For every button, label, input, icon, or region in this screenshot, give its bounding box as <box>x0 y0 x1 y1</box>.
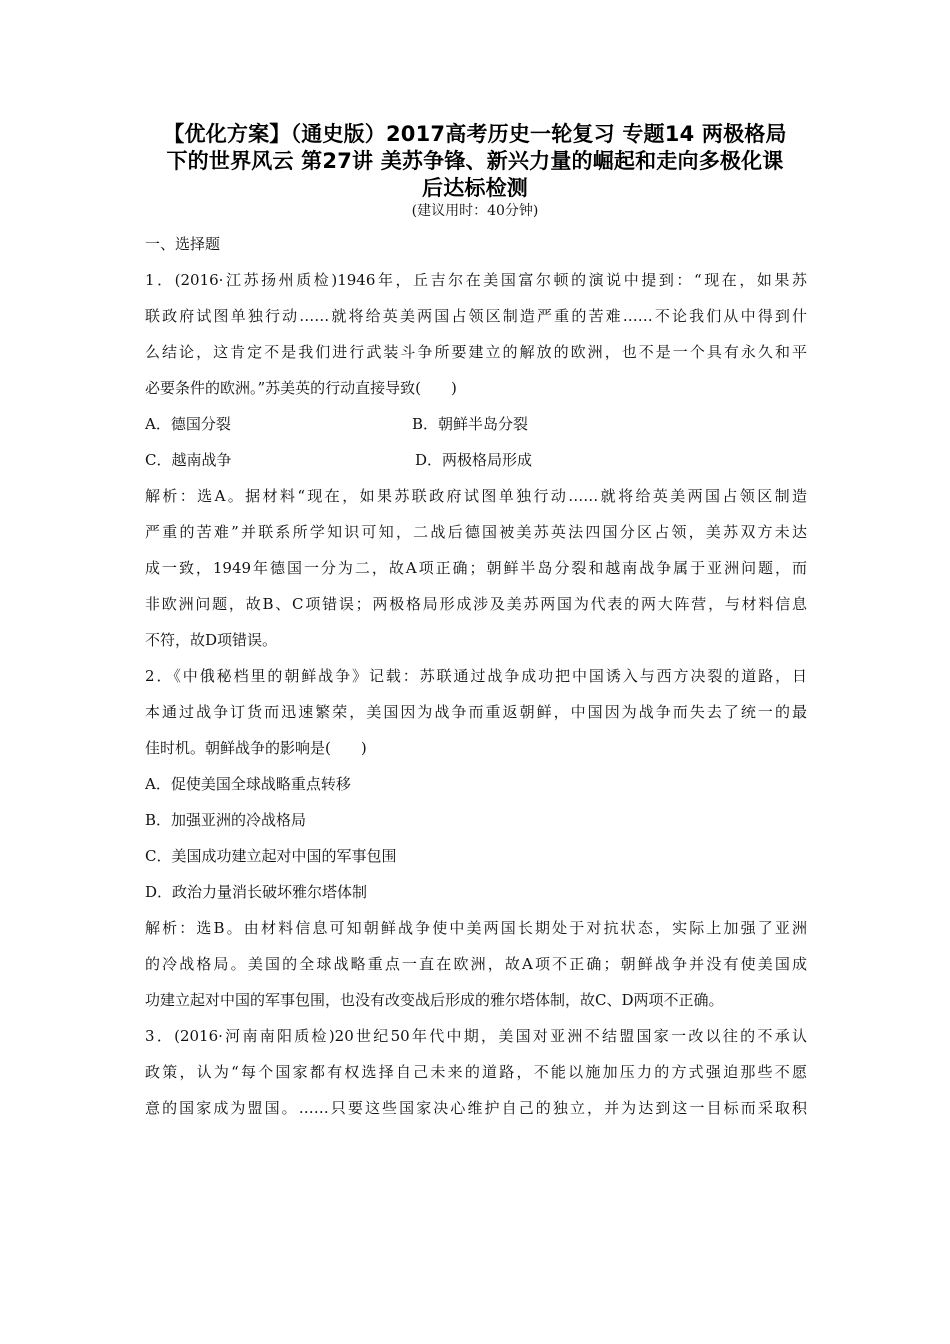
question-text-line: 必要条件的欧洲。”苏美英的行动直接导致( ) <box>145 379 457 397</box>
question-text-line: 么结论，这肯定不是我们进行武装斗争所要建立的解放的欧洲，也不是一个具有永久和平 <box>145 343 807 361</box>
question-text-line: 2．《中俄秘档里的朝鲜战争》记载：苏联通过战争成功把中国诱入与西方决裂的道路，日 <box>145 667 807 685</box>
question-text-line: 3．(2016·河南南阳质检)20世纪50年代中期，美国对亚洲不结盟国家一改以往的不承认 <box>145 1027 807 1045</box>
option-c: C．越南战争 <box>145 451 232 469</box>
option-row <box>145 442 807 478</box>
option-c: C．美国成功建立起对中国的军事包围 <box>145 847 397 865</box>
option-d: D．政治力量消长破坏雅尔塔体制 <box>145 883 368 901</box>
question-text-line: 佳时机。朝鲜战争的影响是( ) <box>145 739 367 757</box>
analysis-line: 功建立起对中国的军事包围，也没有改变战后形成的雅尔塔体制，故C、D两项不正确。 <box>145 991 724 1009</box>
option-d: D．两极格局形成 <box>415 451 533 469</box>
question-1 <box>145 262 807 658</box>
question-2 <box>145 658 807 1018</box>
title-line: 下的世界风云 第27讲 美苏争锋、新兴力量的崛起和走向多极化课 <box>166 149 784 173</box>
document-body <box>145 226 807 1126</box>
document-title <box>130 121 820 202</box>
option-b: B．朝鲜半岛分裂 <box>412 415 529 433</box>
analysis-line: 成一致，1949年德国一分为二，故A项正确；朝鲜半岛分裂和越南战争属于亚洲问题，而 <box>145 559 807 577</box>
analysis-line: 解析：选B。由材料信息可知朝鲜战争使中美两国长期处于对抗状态，实际上加强了亚洲 <box>145 919 807 937</box>
analysis-line: 的冷战格局。美国的全球战略重点一直在欧洲，故A项不正确；朝鲜战争并没有使美国成 <box>145 955 807 973</box>
analysis-line: 解析：选A。据材料“现在，如果苏联政府试图单独行动……就将给英美两国占领区制造 <box>145 487 807 505</box>
question-text-line: 本通过战争订货而迅速繁荣，美国因为战争而重返朝鲜，中国因为战争而失去了统一的最 <box>145 703 807 721</box>
analysis-line: 非欧洲问题，故B、C项错误；两极格局形成涉及美苏两国为代表的两大阵营，与材料信息 <box>145 595 807 613</box>
option-row <box>145 406 807 442</box>
analysis-line: 严重的苦难”并联系所学知识可知，二战后德国被美苏英法四国分区占领，美苏双方未达 <box>145 523 807 541</box>
suggested-time: (建议用时：40分钟) <box>411 203 539 219</box>
analysis-line: 不符，故D项错误。 <box>145 631 278 649</box>
option-a: A．促使美国全球战略重点转移 <box>145 775 351 793</box>
option-b: B．加强亚洲的冷战格局 <box>145 811 307 829</box>
option-a: A．德国分裂 <box>145 415 231 433</box>
question-text-line: 意的国家成为盟国。……只要这些国家决心维护自己的独立，并为达到这一目标而采取积 <box>145 1099 807 1117</box>
question-text-line: 政策，认为“每个国家都有权选择自己未来的道路，不能以施加压力的方式强迫那些不愿 <box>145 1063 807 1081</box>
section-heading: 一、选择题 <box>145 235 221 253</box>
question-text-line: 联政府试图单独行动……就将给英美两国占领区制造严重的苦难……不论我们从中得到什 <box>145 307 807 325</box>
question-text-line: 1．(2016·江苏扬州质检)1946年，丘吉尔在美国富尔顿的演说中提到：“现在，如果苏 <box>145 271 807 289</box>
question-3 <box>145 1018 807 1126</box>
title-line: 后达标检测 <box>422 176 528 200</box>
title-line: 【优化方案】（通史版）2017高考历史一轮复习 专题14 两极格局 <box>163 122 787 146</box>
